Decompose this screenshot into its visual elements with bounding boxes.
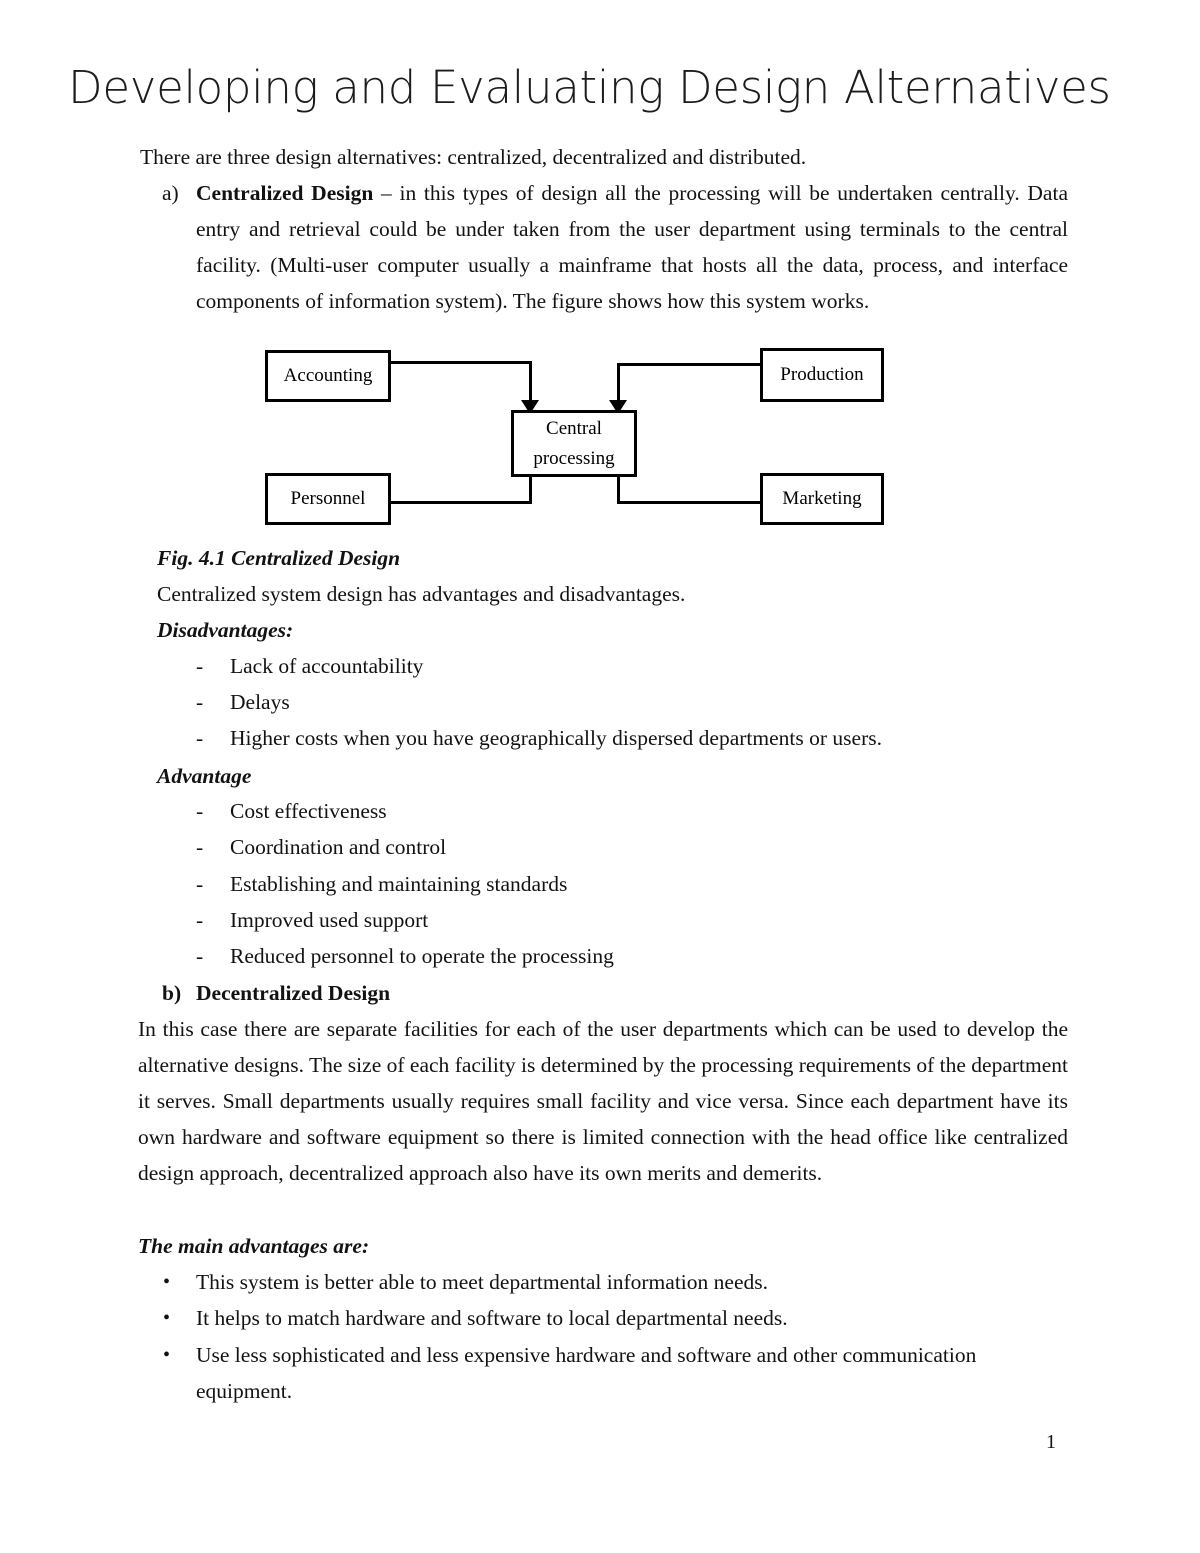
section-b-heading: Decentralized Design xyxy=(196,981,391,1005)
diagram-node-marketing: Marketing xyxy=(760,473,884,525)
bullet-icon: • xyxy=(163,1344,171,1366)
advantages-item-marker: - xyxy=(196,799,204,823)
intro-paragraph: There are three design alternatives: centralized, decentralized and distributed. xyxy=(140,145,807,169)
connector-production-horizontal xyxy=(617,363,761,366)
central-processing-line-1: Central xyxy=(546,417,602,439)
advantages-item-marker: - xyxy=(196,835,204,859)
connector-personnel-horizontal xyxy=(390,501,532,504)
list-item: Delays xyxy=(230,690,290,714)
figure-caption: Fig. 4.1 Centralized Design xyxy=(157,546,401,570)
section-a-paragraph xyxy=(196,175,1068,319)
connector-marketing-horizontal xyxy=(617,501,761,504)
bullet-icon: • xyxy=(163,1271,171,1293)
list-item: Lack of accountability xyxy=(230,654,424,678)
disadvantages-heading: Disadvantages: xyxy=(157,618,294,642)
list-item: Improved used support xyxy=(230,908,429,932)
list-item: It helps to match hardware and software to local departmental needs. xyxy=(196,1306,788,1330)
centralized-summary: Centralized system design has advantages and disadvantages. xyxy=(157,582,686,606)
advantages-heading: Advantage xyxy=(157,764,252,788)
connector-accounting-horizontal xyxy=(390,361,532,364)
section-a-heading: Centralized Design xyxy=(196,181,374,205)
list-item: Reduced personnel to operate the processing xyxy=(230,944,614,968)
section-b-paragraph: In this case there are separate facilities for each of the user departments which can be used to develop the alternative designs. The size of each facility is determined by the processing requirements of the department it serves. Small departments usually requires small facility and vice versa. Since each department have its own hardware and software equipment so there is limited connection with the head office like centralized design approach, decentralized approach also have its own merits and demerits. xyxy=(138,1017,1068,1185)
list-item: Higher costs when you have geographically dispersed departments or users. xyxy=(230,726,882,750)
section-a-marker: a) xyxy=(162,181,179,205)
section-b-marker: b) xyxy=(162,981,182,1005)
advantages-item-marker: - xyxy=(196,944,204,968)
advantages-item-marker: - xyxy=(196,872,204,896)
page-title: Developing and Evaluating Design Alternatives xyxy=(68,61,1111,114)
list-item: This system is better able to meet departmental information needs. xyxy=(196,1270,768,1294)
list-item: Cost effectiveness xyxy=(230,799,387,823)
connector-production-vertical xyxy=(617,363,620,405)
disadvantages-item-marker: - xyxy=(196,654,204,678)
diagram-node-accounting: Accounting xyxy=(265,350,391,402)
page-number: 1 xyxy=(1046,1431,1056,1453)
list-item: Coordination and control xyxy=(230,835,447,859)
central-processing-line-2: processing xyxy=(533,447,615,469)
disadvantages-item-marker: - xyxy=(196,690,204,714)
section-a-body: – in this types of design all the processing will be undertaken centrally. Data entry and retrieval could be under taken from the user department using terminals to the central facility. (Multi-user computer usually a mainframe that hosts all the data, process, and interface components of information system). The figure shows how this system works. xyxy=(196,181,1068,313)
list-item: Use less sophisticated and less expensive hardware and software and other communication equipment. xyxy=(196,1343,977,1403)
list-item: Establishing and maintaining standards xyxy=(230,872,568,896)
centralized-design-diagram xyxy=(250,340,910,540)
diagram-node-personnel: Personnel xyxy=(265,473,391,525)
connector-accounting-vertical xyxy=(529,361,532,405)
advantages-item-marker: - xyxy=(196,908,204,932)
disadvantages-item-marker: - xyxy=(196,726,204,750)
main-advantages-heading: The main advantages are: xyxy=(138,1234,370,1258)
diagram-node-central-processing xyxy=(511,410,637,477)
diagram-node-production: Production xyxy=(760,348,884,402)
bullet-icon: • xyxy=(163,1307,171,1329)
